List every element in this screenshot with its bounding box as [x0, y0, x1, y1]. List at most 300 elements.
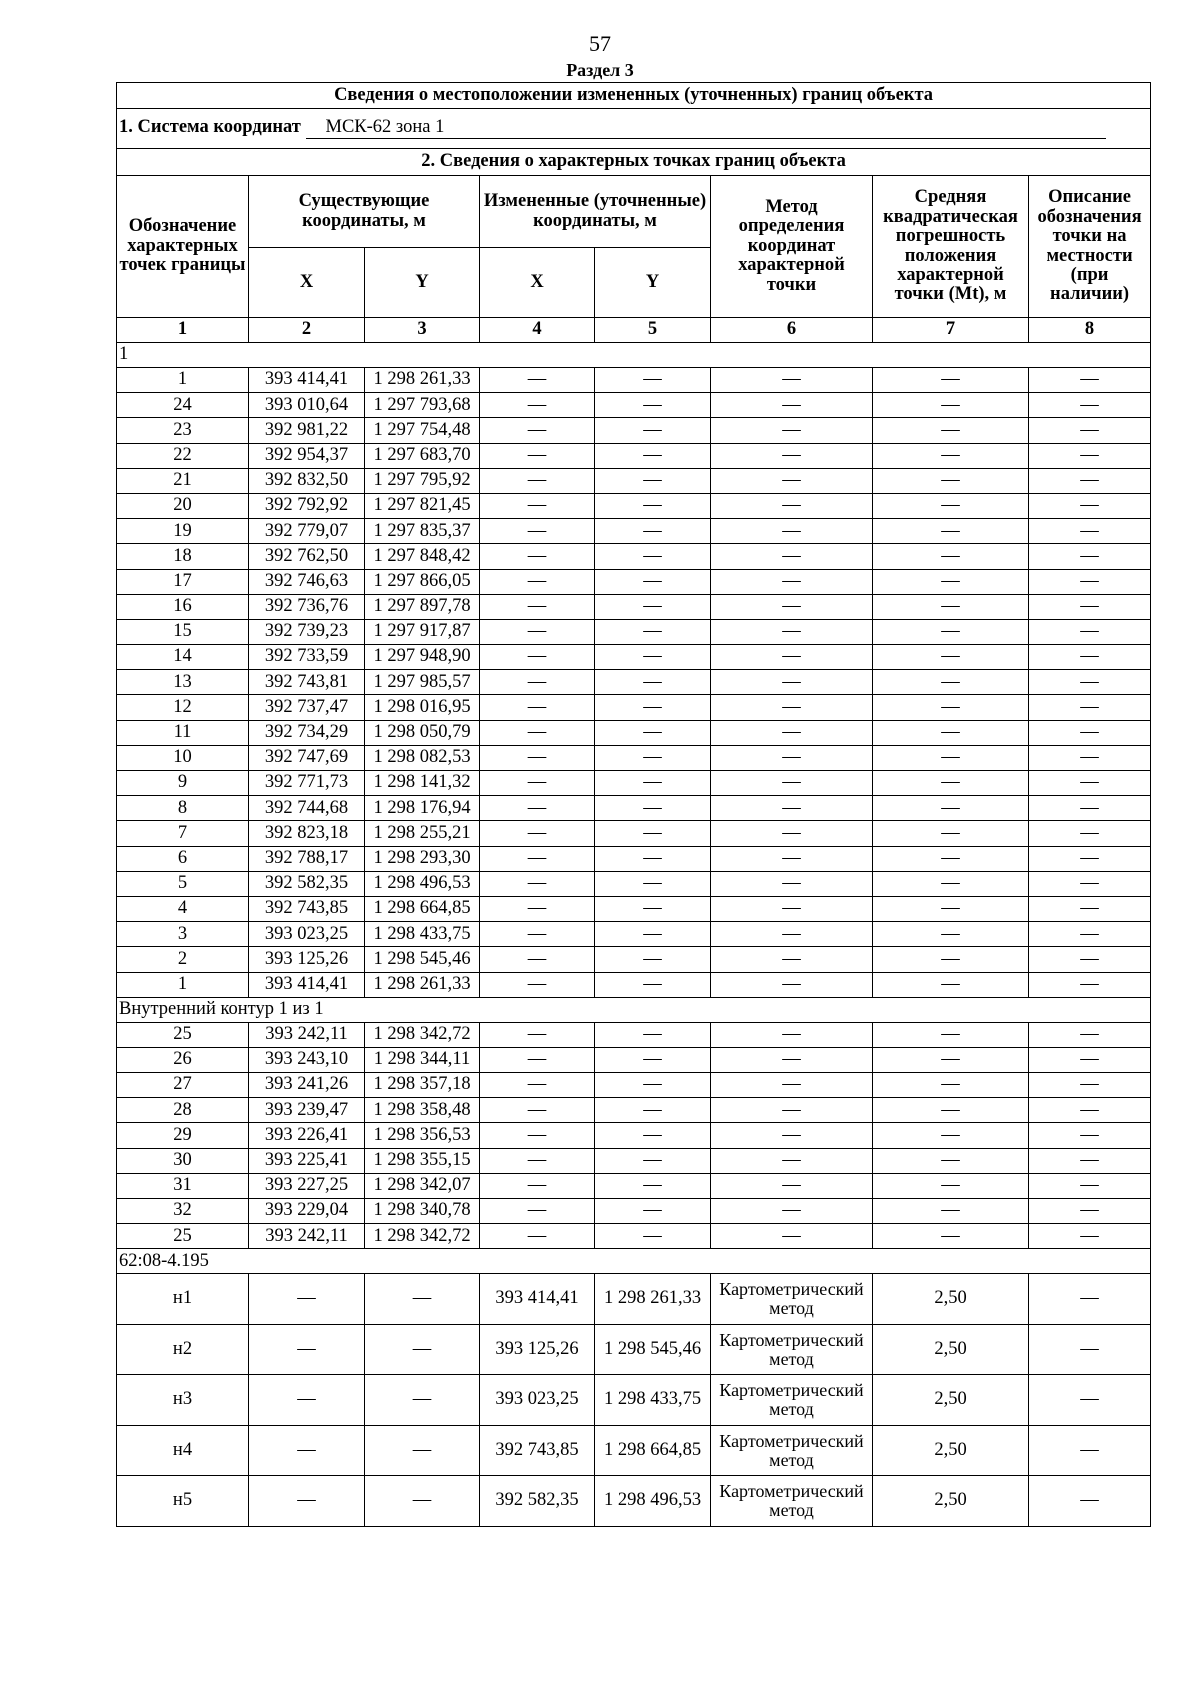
changed-x: — — [480, 594, 595, 619]
mean-square-error: — — [873, 645, 1029, 670]
description: — — [1029, 418, 1151, 443]
table-row — [117, 393, 1151, 418]
method: — — [711, 594, 873, 619]
method: — — [711, 418, 873, 443]
table-row — [117, 1476, 1151, 1527]
description: — — [1029, 594, 1151, 619]
description: — — [1029, 544, 1151, 569]
mean-square-error: — — [873, 1022, 1029, 1047]
table-row — [117, 368, 1151, 393]
changed-x: — — [480, 1224, 595, 1249]
changed-x: — — [480, 1047, 595, 1072]
mean-square-error: — — [873, 418, 1029, 443]
changed-x: 393 414,41 — [480, 1274, 595, 1325]
mean-square-error: — — [873, 1047, 1029, 1072]
description: — — [1029, 1148, 1151, 1173]
description: — — [1029, 1047, 1151, 1072]
changed-x: — — [480, 1173, 595, 1198]
existing-y: 1 297 835,37 — [365, 519, 480, 544]
point-designation: 1 — [117, 972, 249, 997]
existing-x: 392 733,59 — [249, 645, 365, 670]
column-number: 7 — [873, 318, 1029, 343]
changed-y: — — [595, 645, 711, 670]
changed-y: 1 298 261,33 — [595, 1274, 711, 1325]
table-row — [117, 645, 1151, 670]
method: — — [711, 871, 873, 896]
mean-square-error: 2,50 — [873, 1425, 1029, 1476]
changed-y: — — [595, 1047, 711, 1072]
point-designation: 10 — [117, 745, 249, 770]
existing-x: 392 762,50 — [249, 544, 365, 569]
point-designation: 20 — [117, 493, 249, 518]
existing-x: 393 239,47 — [249, 1098, 365, 1123]
point-designation: 24 — [117, 393, 249, 418]
existing-x: 392 736,76 — [249, 594, 365, 619]
point-designation: н5 — [117, 1476, 249, 1527]
coordinate-system-value: МСК-62 зона 1 — [306, 118, 1106, 138]
table-row — [117, 519, 1151, 544]
table-row — [117, 922, 1151, 947]
changed-x: 393 023,25 — [480, 1375, 595, 1426]
changed-y: — — [595, 796, 711, 821]
table-row — [117, 1022, 1151, 1047]
description: — — [1029, 443, 1151, 468]
existing-x: 392 582,35 — [249, 871, 365, 896]
method: — — [711, 569, 873, 594]
existing-y: 1 297 754,48 — [365, 418, 480, 443]
point-designation: 25 — [117, 1022, 249, 1047]
method: Картометрический метод — [711, 1476, 873, 1527]
changed-y: — — [595, 745, 711, 770]
existing-y: 1 298 545,46 — [365, 947, 480, 972]
description: — — [1029, 1199, 1151, 1224]
method: — — [711, 670, 873, 695]
table-row — [117, 1199, 1151, 1224]
point-designation: 3 — [117, 922, 249, 947]
existing-x: 392 734,29 — [249, 720, 365, 745]
mean-square-error: — — [873, 745, 1029, 770]
mean-square-error: — — [873, 594, 1029, 619]
table-row — [117, 871, 1151, 896]
contour-group-parcel — [117, 1249, 1151, 1274]
header-existing-coordinates: Существующие координаты, м — [249, 176, 480, 248]
existing-x: 392 746,63 — [249, 569, 365, 594]
point-designation: н1 — [117, 1274, 249, 1325]
mean-square-error: — — [873, 1224, 1029, 1249]
method: — — [711, 1199, 873, 1224]
existing-y: 1 298 261,33 — [365, 368, 480, 393]
changed-y: — — [595, 670, 711, 695]
existing-x: — — [249, 1274, 365, 1325]
changed-y: — — [595, 619, 711, 644]
changed-y: — — [595, 947, 711, 972]
table-title: Сведения о местоположении измененных (уточненных) границ объекта — [117, 83, 1151, 109]
point-designation: 30 — [117, 1148, 249, 1173]
changed-y: — — [595, 972, 711, 997]
method: — — [711, 1148, 873, 1173]
existing-x: 392 832,50 — [249, 468, 365, 493]
changed-y: — — [595, 771, 711, 796]
mean-square-error: — — [873, 846, 1029, 871]
existing-x: 393 242,11 — [249, 1022, 365, 1047]
point-designation: 6 — [117, 846, 249, 871]
existing-x: 392 954,37 — [249, 443, 365, 468]
method: — — [711, 695, 873, 720]
column-number: 1 — [117, 318, 249, 343]
description: — — [1029, 670, 1151, 695]
existing-x: 392 792,92 — [249, 493, 365, 518]
mean-square-error: — — [873, 821, 1029, 846]
method: — — [711, 443, 873, 468]
contour-group-inner — [117, 997, 1151, 1022]
method: Картометрический метод — [711, 1324, 873, 1375]
changed-y: — — [595, 1098, 711, 1123]
changed-x: — — [480, 972, 595, 997]
changed-x: 393 125,26 — [480, 1324, 595, 1375]
mean-square-error: — — [873, 393, 1029, 418]
method: — — [711, 972, 873, 997]
existing-y: 1 298 050,79 — [365, 720, 480, 745]
description: — — [1029, 468, 1151, 493]
mean-square-error: 2,50 — [873, 1324, 1029, 1375]
existing-x: — — [249, 1425, 365, 1476]
column-number: 4 — [480, 318, 595, 343]
existing-x: 392 788,17 — [249, 846, 365, 871]
mean-square-error: 2,50 — [873, 1375, 1029, 1426]
point-designation: 13 — [117, 670, 249, 695]
existing-x: — — [249, 1324, 365, 1375]
changed-y: — — [595, 368, 711, 393]
existing-y: 1 297 793,68 — [365, 393, 480, 418]
existing-x: 392 739,23 — [249, 619, 365, 644]
description: — — [1029, 1425, 1151, 1476]
description: — — [1029, 871, 1151, 896]
existing-y: 1 297 948,90 — [365, 645, 480, 670]
point-designation: 16 — [117, 594, 249, 619]
changed-x: 392 582,35 — [480, 1476, 595, 1527]
point-designation: 2 — [117, 947, 249, 972]
changed-y: — — [595, 519, 711, 544]
mean-square-error: — — [873, 720, 1029, 745]
table-row — [117, 468, 1151, 493]
table-row — [117, 443, 1151, 468]
mean-square-error: — — [873, 972, 1029, 997]
description: — — [1029, 846, 1151, 871]
header-method: Метод определения координат характерной точки — [711, 176, 873, 318]
existing-x: 392 771,73 — [249, 771, 365, 796]
description: — — [1029, 745, 1151, 770]
existing-y: 1 297 821,45 — [365, 493, 480, 518]
existing-y: 1 298 358,48 — [365, 1098, 480, 1123]
point-designation: 4 — [117, 896, 249, 921]
changed-x: — — [480, 670, 595, 695]
existing-y: 1 297 795,92 — [365, 468, 480, 493]
header-changed-x: X — [480, 248, 595, 318]
table-row — [117, 771, 1151, 796]
point-designation: 21 — [117, 468, 249, 493]
method: — — [711, 947, 873, 972]
method: — — [711, 796, 873, 821]
description: — — [1029, 695, 1151, 720]
existing-y: 1 298 344,11 — [365, 1047, 480, 1072]
method: — — [711, 645, 873, 670]
changed-y: — — [595, 1148, 711, 1173]
contour-group-1-label: 1 — [117, 343, 1151, 368]
point-designation: 28 — [117, 1098, 249, 1123]
changed-x: — — [480, 393, 595, 418]
changed-x: — — [480, 519, 595, 544]
description: — — [1029, 1098, 1151, 1123]
changed-y: 1 298 496,53 — [595, 1476, 711, 1527]
description: — — [1029, 1224, 1151, 1249]
page-number: 57 — [589, 31, 611, 56]
mean-square-error: — — [873, 493, 1029, 518]
column-number: 2 — [249, 318, 365, 343]
method: — — [711, 745, 873, 770]
changed-y: — — [595, 493, 711, 518]
changed-y: 1 298 545,46 — [595, 1324, 711, 1375]
existing-y: 1 298 357,18 — [365, 1073, 480, 1098]
method: — — [711, 1098, 873, 1123]
point-designation: 14 — [117, 645, 249, 670]
changed-y: — — [595, 896, 711, 921]
existing-x: 393 225,41 — [249, 1148, 365, 1173]
point-designation: 1 — [117, 368, 249, 393]
method: — — [711, 544, 873, 569]
changed-x: — — [480, 619, 595, 644]
description: — — [1029, 1022, 1151, 1047]
changed-y: — — [595, 695, 711, 720]
table-row — [117, 1047, 1151, 1072]
existing-x: 392 981,22 — [249, 418, 365, 443]
changed-x: — — [480, 922, 595, 947]
table-row — [117, 619, 1151, 644]
method: — — [711, 1224, 873, 1249]
table-row — [117, 720, 1151, 745]
method: — — [711, 619, 873, 644]
description: — — [1029, 519, 1151, 544]
existing-y: 1 298 342,72 — [365, 1022, 480, 1047]
mean-square-error: 2,50 — [873, 1476, 1029, 1527]
table-row — [117, 972, 1151, 997]
method: — — [711, 821, 873, 846]
table-row — [117, 1375, 1151, 1426]
boundary-points-table — [116, 82, 1151, 1527]
method: — — [711, 1073, 873, 1098]
existing-y: 1 298 176,94 — [365, 796, 480, 821]
point-designation: н2 — [117, 1324, 249, 1375]
changed-y: — — [595, 1173, 711, 1198]
existing-x: 393 227,25 — [249, 1173, 365, 1198]
existing-x: 392 747,69 — [249, 745, 365, 770]
changed-y: — — [595, 1022, 711, 1047]
point-designation: 12 — [117, 695, 249, 720]
changed-x: — — [480, 544, 595, 569]
mean-square-error: — — [873, 1123, 1029, 1148]
table-row — [117, 418, 1151, 443]
point-designation: 17 — [117, 569, 249, 594]
changed-y: 1 298 433,75 — [595, 1375, 711, 1426]
mean-square-error: 2,50 — [873, 1274, 1029, 1325]
changed-x: — — [480, 1199, 595, 1224]
mean-square-error: — — [873, 544, 1029, 569]
existing-x: 392 779,07 — [249, 519, 365, 544]
changed-y: — — [595, 1224, 711, 1249]
existing-y: 1 298 496,53 — [365, 871, 480, 896]
changed-x: — — [480, 1123, 595, 1148]
table-row — [117, 695, 1151, 720]
existing-y: 1 297 866,05 — [365, 569, 480, 594]
changed-x: — — [480, 720, 595, 745]
changed-x: — — [480, 821, 595, 846]
description: — — [1029, 1324, 1151, 1375]
mean-square-error: — — [873, 1073, 1029, 1098]
method: Картометрический метод — [711, 1274, 873, 1325]
mean-square-error: — — [873, 771, 1029, 796]
column-number: 5 — [595, 318, 711, 343]
description: — — [1029, 645, 1151, 670]
existing-y: 1 298 293,30 — [365, 846, 480, 871]
point-designation: 25 — [117, 1224, 249, 1249]
method: — — [711, 846, 873, 871]
mean-square-error: — — [873, 670, 1029, 695]
existing-y: 1 298 141,32 — [365, 771, 480, 796]
description: — — [1029, 1173, 1151, 1198]
header-changed-coordinates: Измененные (уточненные) координаты, м — [480, 176, 711, 248]
existing-y: 1 298 342,07 — [365, 1173, 480, 1198]
point-designation: 9 — [117, 771, 249, 796]
existing-x: 393 023,25 — [249, 922, 365, 947]
description: — — [1029, 368, 1151, 393]
table-row — [117, 569, 1151, 594]
point-designation: 22 — [117, 443, 249, 468]
description: — — [1029, 821, 1151, 846]
header-point-designation: Обозначение характерных точек границы — [117, 176, 249, 318]
method: — — [711, 1022, 873, 1047]
existing-x: 393 243,10 — [249, 1047, 365, 1072]
changed-y: — — [595, 544, 711, 569]
changed-y: — — [595, 821, 711, 846]
description: — — [1029, 796, 1151, 821]
description: — — [1029, 896, 1151, 921]
table-row — [117, 1148, 1151, 1173]
table-row — [117, 1098, 1151, 1123]
changed-x: — — [480, 1148, 595, 1173]
existing-x: 393 414,41 — [249, 972, 365, 997]
point-designation: 27 — [117, 1073, 249, 1098]
method: — — [711, 896, 873, 921]
changed-x: — — [480, 443, 595, 468]
section-title: Раздел 3 — [566, 60, 634, 80]
changed-x: 392 743,85 — [480, 1425, 595, 1476]
changed-x: — — [480, 771, 595, 796]
description: — — [1029, 1123, 1151, 1148]
coordinate-system-label: 1. Система координат — [119, 117, 301, 138]
existing-x: 393 242,11 — [249, 1224, 365, 1249]
existing-y: 1 297 897,78 — [365, 594, 480, 619]
table-row — [117, 1274, 1151, 1325]
existing-x: 392 823,18 — [249, 821, 365, 846]
existing-y: — — [365, 1274, 480, 1325]
point-designation: 32 — [117, 1199, 249, 1224]
changed-y: — — [595, 1073, 711, 1098]
method: — — [711, 720, 873, 745]
point-designation: н3 — [117, 1375, 249, 1426]
mean-square-error: — — [873, 947, 1029, 972]
method: — — [711, 1123, 873, 1148]
table-row — [117, 947, 1151, 972]
changed-x: — — [480, 896, 595, 921]
existing-x: — — [249, 1476, 365, 1527]
existing-x: 392 737,47 — [249, 695, 365, 720]
existing-y: 1 297 683,70 — [365, 443, 480, 468]
description: — — [1029, 1375, 1151, 1426]
column-number: 8 — [1029, 318, 1151, 343]
contour-group-inner-label: Внутренний контур 1 из 1 — [117, 997, 1151, 1022]
table-row — [117, 544, 1151, 569]
header-existing-y: Y — [365, 248, 480, 318]
point-designation: 26 — [117, 1047, 249, 1072]
changed-x: — — [480, 695, 595, 720]
method: — — [711, 771, 873, 796]
mean-square-error: — — [873, 1199, 1029, 1224]
header-description: Описание обозначения точки на местности (при наличии) — [1029, 176, 1151, 318]
changed-x: — — [480, 947, 595, 972]
point-designation: 8 — [117, 796, 249, 821]
changed-y: — — [595, 720, 711, 745]
table-row — [117, 896, 1151, 921]
existing-y: 1 298 016,95 — [365, 695, 480, 720]
mean-square-error: — — [873, 1148, 1029, 1173]
existing-y: 1 298 433,75 — [365, 922, 480, 947]
description: — — [1029, 1476, 1151, 1527]
existing-y: 1 298 340,78 — [365, 1199, 480, 1224]
method: — — [711, 368, 873, 393]
changed-x: — — [480, 1098, 595, 1123]
existing-y: 1 298 356,53 — [365, 1123, 480, 1148]
table-row — [117, 846, 1151, 871]
method: — — [711, 393, 873, 418]
point-designation: 15 — [117, 619, 249, 644]
existing-x: — — [249, 1375, 365, 1426]
point-designation: 29 — [117, 1123, 249, 1148]
existing-y: 1 297 985,57 — [365, 670, 480, 695]
point-designation: 23 — [117, 418, 249, 443]
point-designation: н4 — [117, 1425, 249, 1476]
changed-y: — — [595, 393, 711, 418]
existing-y: 1 298 255,21 — [365, 821, 480, 846]
existing-x: 393 414,41 — [249, 368, 365, 393]
mean-square-error: — — [873, 1173, 1029, 1198]
existing-y: — — [365, 1476, 480, 1527]
existing-x: 393 229,04 — [249, 1199, 365, 1224]
existing-x: 393 010,64 — [249, 393, 365, 418]
table-row — [117, 493, 1151, 518]
method: — — [711, 1047, 873, 1072]
changed-x: — — [480, 846, 595, 871]
method: Картометрический метод — [711, 1425, 873, 1476]
table-row — [117, 1173, 1151, 1198]
table-row — [117, 1425, 1151, 1476]
description: — — [1029, 972, 1151, 997]
existing-x: 392 743,81 — [249, 670, 365, 695]
changed-y: — — [595, 1123, 711, 1148]
contour-group-parcel-label: 62:08-4.195 — [117, 1249, 1151, 1274]
changed-y: — — [595, 871, 711, 896]
changed-x: — — [480, 468, 595, 493]
existing-x: 392 743,85 — [249, 896, 365, 921]
point-designation: 11 — [117, 720, 249, 745]
